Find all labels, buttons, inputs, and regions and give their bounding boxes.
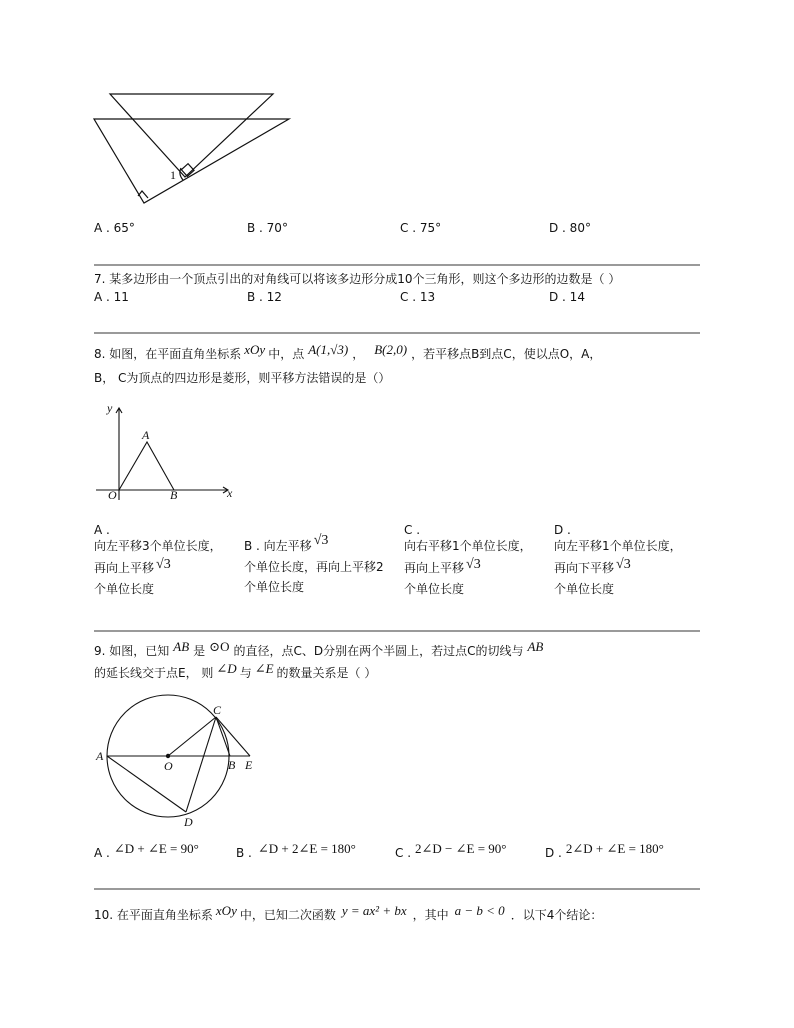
q9-label-a: A: [96, 749, 104, 763]
q8-label-o: O: [108, 488, 117, 502]
q9-p1: 9. 如图，已知: [94, 644, 170, 658]
q9-option-d-letter: D .: [545, 846, 562, 860]
q9-option-a-expr: ∠D + ∠E = 90°: [113, 841, 199, 856]
q8-option-d[interactable]: [554, 520, 682, 599]
q8-option-d-text: 再向下平移: [554, 561, 615, 575]
q9-line-cd: [186, 717, 216, 812]
q8-option-d-line2: [554, 558, 682, 579]
q6-option-a[interactable]: A . 65°: [94, 221, 135, 235]
q9-option-b[interactable]: [236, 841, 356, 861]
q8-option-c-text: 再向上平移: [404, 561, 465, 575]
q7-option-c[interactable]: C . 13: [400, 290, 436, 304]
q9-option-d-expr: 2∠D + ∠E = 180°: [565, 841, 664, 856]
q10-xoy: xOy: [215, 903, 237, 918]
divider: [94, 888, 700, 890]
q8-mid1: 中，点: [268, 347, 305, 361]
q6-angle-label: 1: [170, 168, 176, 182]
q8-option-b-sqrt: √3: [313, 533, 329, 548]
q9-stem-line2: [94, 661, 377, 681]
q9-line-bc: [216, 717, 230, 756]
q8-option-c-sqrt: √3: [466, 557, 481, 572]
q9-angle-e: ∠E: [254, 661, 274, 676]
q7-option-b[interactable]: B . 12: [247, 290, 282, 304]
q9-option-a[interactable]: [94, 841, 199, 861]
q9-option-c-expr: 2∠D − ∠E = 90°: [415, 841, 507, 856]
q9-label-o: O: [164, 759, 173, 773]
q8-triangle-oab: [119, 442, 174, 490]
q8-option-b-line1: [244, 533, 384, 557]
q10-p4: ．以下4个结论：: [510, 908, 603, 922]
q9-with: 与: [239, 666, 252, 680]
q9-option-b-letter: B .: [236, 846, 252, 860]
q8-option-b-line3: 个单位长度: [244, 580, 305, 594]
q8-option-a-sqrt: √3: [156, 557, 171, 572]
q9-option-c-letter: C .: [395, 846, 412, 860]
q8-comma: ，: [352, 347, 365, 361]
q8-option-d-letter: D .: [554, 523, 571, 537]
q8-option-a-line1: 向左平移3个单位长度，: [94, 539, 222, 553]
divider: [94, 332, 700, 334]
q8-label-y: y: [107, 401, 113, 415]
q9-ab: AB: [173, 639, 190, 654]
q6-option-d[interactable]: D . 80°: [549, 221, 591, 235]
q9-label-b: B: [228, 758, 236, 772]
q9-line-oc: [168, 717, 216, 756]
q9-ab2: AB: [527, 639, 544, 654]
q8-figure: [94, 400, 244, 505]
q10-p1: 10. 在平面直角坐标系: [94, 908, 213, 922]
q9-center-dot: [166, 754, 170, 758]
q8-mid2: ，若平移点B到点C，使以点O，A，: [411, 347, 602, 361]
q9-line-ad: [107, 756, 186, 812]
divider: [94, 264, 700, 266]
q9-p2: 是: [193, 644, 206, 658]
q8-option-c-line1: 向右平移1个单位长度，: [404, 539, 532, 553]
q8-option-c[interactable]: [404, 520, 532, 599]
q8-option-c-line2: [404, 558, 532, 579]
q8-option-d-line1: 向左平移1个单位长度，: [554, 539, 682, 553]
q8-option-a-line2: [94, 558, 222, 579]
q8-option-d-sqrt: √3: [616, 557, 631, 572]
q6-triangle-top: [110, 94, 273, 177]
q8-option-b-line2: 个单位长度，再向上平移2: [244, 560, 384, 574]
q9-option-a-letter: A .: [94, 846, 110, 860]
q7-option-a[interactable]: A . 11: [94, 290, 129, 304]
q9-line2b: 的数量关系是（ ）: [276, 666, 377, 680]
q8-point-b: B(2,0): [374, 342, 408, 357]
q9-option-c[interactable]: [395, 841, 507, 861]
q9-line2a: 的延长线交于点E， 则: [94, 666, 214, 680]
q9-label-e: E: [245, 758, 253, 772]
q8-option-a-text: 再向上平移: [94, 561, 155, 575]
q9-option-b-expr: ∠D + 2∠E = 180°: [257, 841, 356, 856]
q8-label-a: A: [142, 428, 150, 442]
q8-label-x: x: [227, 486, 233, 500]
q6-right-angle-mark-bottom: [138, 191, 148, 198]
q10-p2: 中，已知二次函数: [239, 908, 336, 922]
q10-stem: [94, 903, 603, 923]
q9-line-ce: [216, 717, 250, 756]
q8-option-a-letter: A .: [94, 523, 110, 537]
q7-stem: 7. 某多边形由一个顶点引出的对角线可以将该多边形分成10个三角形，则这个多边形的边数是（ ）: [94, 272, 621, 286]
q10-p3: ，其中: [412, 908, 449, 922]
q8-xoy: xOy: [244, 342, 266, 357]
q9-figure: [94, 700, 264, 830]
q8-option-b-letter: B . 向左平移: [244, 539, 312, 553]
q9-angle-d: ∠D: [216, 661, 237, 676]
q6-figure: [90, 90, 300, 210]
divider: [94, 630, 700, 632]
q8-point-a: A(1,√3): [308, 342, 349, 357]
q10-func: y = ax² + bx: [341, 903, 407, 918]
q8-option-c-letter: C .: [404, 523, 421, 537]
q8-stem-line2: B， C为顶点的四边形是菱形，则平移方法错误的是（）: [94, 371, 391, 385]
q8-option-c-line3: 个单位长度: [404, 582, 465, 596]
q8-option-b[interactable]: [244, 533, 384, 597]
q7-option-d[interactable]: D . 14: [549, 290, 585, 304]
q9-p3: 的直径，点C、D分别在两个半圆上，若过点C的切线与: [233, 644, 524, 658]
q9-stem-line1: [94, 639, 544, 659]
q8-option-d-line3: 个单位长度: [554, 582, 615, 596]
q8-label-b: B: [170, 488, 178, 502]
q8-stem-line1: [94, 342, 602, 362]
q9-label-d: D: [184, 815, 193, 829]
q8-num: 8. 如图，在平面直角坐标系: [94, 347, 242, 361]
q8-option-a[interactable]: [94, 520, 222, 599]
q6-option-c[interactable]: C . 75°: [400, 221, 442, 235]
q6-option-b[interactable]: B . 70°: [247, 221, 288, 235]
q8-option-a-line3: 个单位长度: [94, 582, 155, 596]
q9-circle-o: ⊙O: [209, 639, 230, 654]
q6-triangle-bottom: [94, 119, 289, 203]
q10-cond: a − b < 0: [454, 903, 505, 918]
q9-label-c: C: [213, 703, 222, 717]
q9-option-d[interactable]: [545, 841, 664, 861]
